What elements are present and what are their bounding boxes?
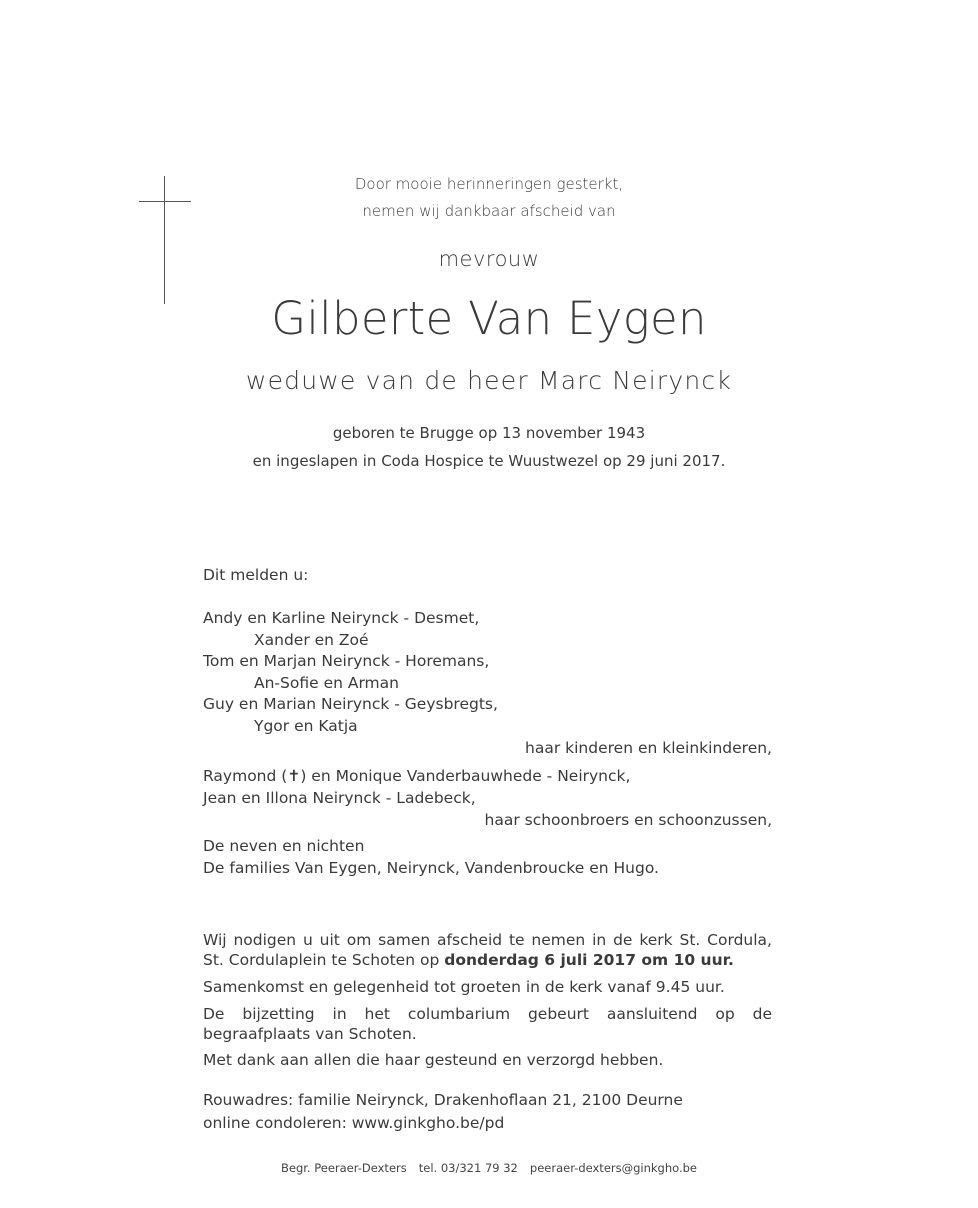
child-1: Andy en Karline Neirynck - Desmet, <box>203 609 480 627</box>
child-2: Tom en Marjan Neirynck - Horemans, <box>203 652 490 670</box>
footer <box>0 1161 978 1175</box>
relatives-line-1: De neven en nichten <box>203 837 365 855</box>
birth-line-1: geboren te Brugge op 13 november 1943 <box>332 424 646 442</box>
deceased-name: Gilberte Van Eygen <box>271 292 707 345</box>
ceremony-date: donderdag 6 juli 2017 om 10 uur. <box>444 951 734 969</box>
in-law-1: Raymond (✝) en Monique Vanderbauwhede - Neirynck, <box>203 767 631 785</box>
in-law-2: Jean en Illona Neirynck - Ladebeck, <box>203 789 476 807</box>
intro-line-1: Door mooie herinneringen gesterkt, <box>354 175 624 193</box>
address: Rouwadres: familie Neirynck, Drakenhoflaan 21, 2100 Deurne <box>203 1091 683 1109</box>
footer-company: Begr. Peeraer-Dexters <box>280 1161 407 1175</box>
children-label: haar kinderen en kleinkinderen, <box>525 739 772 757</box>
grandchildren-3: Ygor en Katja <box>254 717 358 735</box>
intro-line-2: nemen wij dankbaar afscheid van <box>362 202 616 220</box>
ceremony-invitation: Wij nodigen u uit om samen afscheid te nemen in de kerk St. Cordula, St. Cordulaplein te Schoten op donderdag 6 juli 2017 om 10 uur. <box>203 931 772 969</box>
child-3: Guy en Marian Neirynck - Geysbregts, <box>203 695 498 713</box>
burial: De bijzetting in het columbarium gebeurt aansluitend op de begraafplaats van Schoten. <box>203 1005 772 1043</box>
footer-phone: tel. 03/321 79 32 <box>418 1161 518 1175</box>
gathering: Samenkomst en gelegenheid tot groeten in de kerk vanaf 9.45 uur. <box>203 978 725 996</box>
footer-email: peeraer-dexters@ginkgho.be <box>529 1161 698 1175</box>
deceased-cross-symbol: ✝ <box>287 767 301 785</box>
thanks: Met dank aan allen die haar gesteund en verzorgd hebben. <box>203 1051 664 1069</box>
grandchildren-1: Xander en Zoé <box>254 631 369 649</box>
online-condolence: online condoleren: www.ginkgho.be/pd <box>203 1114 505 1132</box>
birth-line-2: en ingeslapen in Coda Hospice te Wuustwezel op 29 juni 2017. <box>252 452 726 470</box>
grandchildren-2: An-Sofie en Arman <box>254 674 399 692</box>
announce: Dit melden u: <box>203 566 309 584</box>
in-laws-label: haar schoonbroers en schoonzussen, <box>484 811 772 829</box>
title: mevrouw <box>438 247 540 271</box>
widow-of: weduwe van de heer Marc Neirynck <box>245 366 733 395</box>
relatives-line-2: De families Van Eygen, Neirynck, Vandenbroucke en Hugo. <box>203 859 659 877</box>
